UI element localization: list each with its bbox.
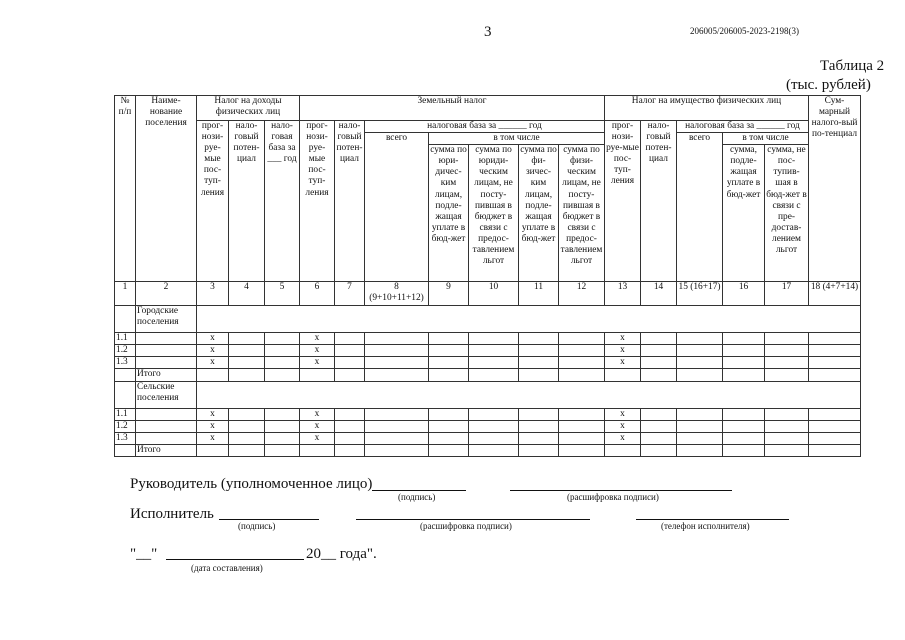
data-cell[interactable] [677, 357, 723, 369]
x-mark: х [197, 333, 229, 345]
data-cell[interactable] [229, 357, 265, 369]
head-decode-caption: (расшифровка подписи) [567, 492, 659, 502]
data-cell[interactable] [605, 444, 641, 456]
column-number-2: 2 [136, 282, 197, 306]
header-col-10: сумма по юриди-ческим лицам, не посту-пившая в бюджет в связи с предос-тавлением льгот [469, 145, 519, 282]
header-prop-potential: нало-говый потен-циал [641, 121, 677, 282]
header-land-base: налоговая база за ______ год [365, 121, 605, 133]
data-cell[interactable] [677, 444, 723, 456]
data-cell[interactable] [335, 432, 365, 444]
data-cell[interactable] [365, 432, 429, 444]
column-number-13: 13 [605, 282, 641, 306]
x-mark: х [300, 345, 335, 357]
data-cell[interactable] [469, 345, 519, 357]
executor-phone-caption: (телефон исполнителя) [661, 521, 750, 531]
column-number-14: 14 [641, 282, 677, 306]
column-number-row [115, 282, 861, 306]
data-cell[interactable] [559, 408, 605, 420]
data-cell[interactable] [229, 432, 265, 444]
group-label: Городские поселения [136, 306, 197, 333]
header-property: Налог на имущество физических лиц [605, 96, 809, 121]
data-cell[interactable] [677, 345, 723, 357]
x-mark: х [197, 357, 229, 369]
data-cell[interactable] [519, 369, 559, 381]
data-cell[interactable] [641, 420, 677, 432]
data-cell[interactable] [765, 432, 809, 444]
data-cell[interactable] [136, 432, 197, 444]
head-decode-line[interactable] [510, 490, 732, 491]
x-mark: х [605, 432, 641, 444]
data-cell[interactable] [809, 345, 861, 357]
column-number-15: 15 (16+17) [677, 282, 723, 306]
data-cell[interactable] [136, 357, 197, 369]
data-cell[interactable] [469, 420, 519, 432]
head-signature-line[interactable] [372, 490, 466, 491]
column-number-1: 1 [115, 282, 136, 306]
header-prop-incl: в том числе [723, 133, 809, 145]
data-cell[interactable] [723, 333, 765, 345]
header-col-9: сумма по юри-дичес-ким лицам, подле-жащая уплате в бюд-жет [429, 145, 469, 282]
data-cell[interactable] [335, 420, 365, 432]
data-cell[interactable] [365, 408, 429, 420]
data-cell[interactable] [723, 357, 765, 369]
data-cell[interactable] [677, 369, 723, 381]
column-number-10: 10 [469, 282, 519, 306]
data-cell[interactable] [335, 408, 365, 420]
executor-signature-caption: (подпись) [238, 521, 276, 531]
data-cell[interactable] [265, 432, 300, 444]
row-number: 1.2 [115, 345, 136, 357]
date-prefix: "__" [130, 546, 158, 562]
data-cell[interactable] [765, 357, 809, 369]
column-number-6: 6 [300, 282, 335, 306]
data-cell[interactable] [641, 345, 677, 357]
data-cell[interactable] [136, 345, 197, 357]
data-cell[interactable] [229, 408, 265, 420]
header-land-potential: нало-говый потен-циал [335, 121, 365, 282]
row-number: 1.2 [115, 420, 136, 432]
data-cell[interactable] [809, 432, 861, 444]
row-number: 1.3 [115, 357, 136, 369]
data-cell[interactable] [519, 333, 559, 345]
total-row [115, 444, 861, 456]
empty-cell[interactable] [115, 381, 136, 408]
data-cell[interactable] [335, 333, 365, 345]
data-cell[interactable] [519, 357, 559, 369]
column-number-12: 12 [559, 282, 605, 306]
column-number-8: 8 (9+10+11+12) [365, 282, 429, 306]
data-cell[interactable] [265, 444, 300, 456]
group-header-row [115, 306, 861, 333]
total-row [115, 369, 861, 381]
x-mark: х [300, 333, 335, 345]
x-mark: х [197, 345, 229, 357]
executor-decode-line[interactable] [356, 519, 590, 520]
x-mark: х [300, 408, 335, 420]
data-cell[interactable] [559, 444, 605, 456]
x-mark: х [197, 432, 229, 444]
header-ndfl-potential: нало-говый потен-циал [229, 121, 265, 282]
x-mark: х [300, 357, 335, 369]
data-cell[interactable] [229, 333, 265, 345]
x-mark: х [300, 432, 335, 444]
header-col-12: сумма по физи-ческим лицам, не посту-пившая в бюджет в связи с предос-тавлением льгот [559, 145, 605, 282]
data-cell[interactable] [519, 408, 559, 420]
data-cell[interactable] [229, 420, 265, 432]
data-cell[interactable] [519, 420, 559, 432]
data-cell[interactable] [300, 369, 335, 381]
data-cell[interactable] [300, 444, 335, 456]
data-cell[interactable] [765, 345, 809, 357]
data-cell[interactable] [519, 345, 559, 357]
head-label: Руководитель (уполномоченное лицо) [130, 476, 373, 492]
column-number-17: 17 [765, 282, 809, 306]
data-cell[interactable] [365, 444, 429, 456]
data-cell[interactable] [809, 444, 861, 456]
data-cell[interactable] [559, 333, 605, 345]
data-cell[interactable] [641, 369, 677, 381]
document-id: 206005/206005-2023-2198(3) [690, 26, 799, 36]
row-number: 1.3 [115, 432, 136, 444]
data-cell[interactable] [519, 444, 559, 456]
data-cell[interactable] [641, 432, 677, 444]
data-cell[interactable] [265, 345, 300, 357]
header-prop-total: всего [677, 133, 723, 282]
header-col-16: сумма, подле-жащая уплате в бюд-жет [723, 145, 765, 282]
header-ndfl-forecast: прог-нози-руе-мые пос-туп-ления [197, 121, 229, 282]
data-cell[interactable] [429, 420, 469, 432]
data-cell[interactable] [559, 432, 605, 444]
data-cell[interactable] [677, 432, 723, 444]
empty-cell[interactable] [115, 306, 136, 333]
data-cell[interactable] [229, 369, 265, 381]
date-suffix: 20__ года". [306, 546, 377, 562]
data-cell[interactable] [559, 420, 605, 432]
table-row [115, 345, 861, 357]
table-title: Таблица 2 [820, 58, 885, 74]
page-number: 3 [484, 24, 492, 40]
group-header-row [115, 381, 861, 408]
table-row [115, 432, 861, 444]
data-cell[interactable] [765, 444, 809, 456]
data-cell[interactable] [469, 333, 519, 345]
data-cell[interactable] [809, 357, 861, 369]
data-cell[interactable] [723, 369, 765, 381]
data-cell[interactable] [723, 432, 765, 444]
data-cell[interactable] [136, 408, 197, 420]
row-number: 1.1 [115, 408, 136, 420]
column-number-18: 18 (4+7+14) [809, 282, 861, 306]
total-label: Итого [136, 444, 197, 456]
data-cell[interactable] [365, 420, 429, 432]
header-ndfl: Налог на доходы физических лиц [197, 96, 300, 121]
data-cell[interactable] [136, 333, 197, 345]
data-cell[interactable] [641, 444, 677, 456]
data-cell[interactable] [559, 345, 605, 357]
data-cell[interactable] [429, 333, 469, 345]
header-land-forecast: прог-нози-руе-мые пос-туп-ления [300, 121, 335, 282]
data-cell[interactable] [429, 345, 469, 357]
data-cell[interactable] [677, 420, 723, 432]
data-cell[interactable] [723, 444, 765, 456]
data-cell[interactable] [469, 369, 519, 381]
data-cell[interactable] [641, 408, 677, 420]
data-cell[interactable] [429, 432, 469, 444]
data-cell[interactable] [559, 357, 605, 369]
header-col-11: сумма по фи-зичес-ким лицам, подле-жащая уплате в бюд-жет [519, 145, 559, 282]
data-cell[interactable] [335, 357, 365, 369]
executor-decode-caption: (расшифровка подписи) [420, 521, 512, 531]
table-row [115, 357, 861, 369]
header-land-total: всего [365, 133, 429, 282]
data-cell[interactable] [365, 357, 429, 369]
column-number-9: 9 [429, 282, 469, 306]
data-cell[interactable] [197, 444, 229, 456]
data-cell[interactable] [335, 345, 365, 357]
table-row [115, 333, 861, 345]
data-cell[interactable] [265, 333, 300, 345]
x-mark: х [197, 408, 229, 420]
column-number-16: 16 [723, 282, 765, 306]
data-cell[interactable] [265, 369, 300, 381]
data-cell[interactable] [605, 369, 641, 381]
data-cell[interactable] [519, 432, 559, 444]
data-cell[interactable] [115, 444, 136, 456]
header-name: Наиме-нование поселения [136, 96, 197, 282]
data-cell[interactable] [335, 369, 365, 381]
data-cell[interactable] [723, 408, 765, 420]
data-cell[interactable] [429, 357, 469, 369]
data-cell[interactable] [641, 357, 677, 369]
column-number-4: 4 [229, 282, 265, 306]
group-header-fill [197, 306, 861, 333]
table-unit: (тыс. рублей) [786, 77, 871, 93]
x-mark: х [605, 357, 641, 369]
data-cell[interactable] [765, 420, 809, 432]
data-cell[interactable] [641, 333, 677, 345]
data-cell[interactable] [723, 345, 765, 357]
table-row [115, 408, 861, 420]
data-cell[interactable] [765, 333, 809, 345]
x-mark: х [605, 345, 641, 357]
data-cell[interactable] [136, 420, 197, 432]
data-cell[interactable] [265, 408, 300, 420]
data-cell[interactable] [469, 432, 519, 444]
x-mark: х [605, 408, 641, 420]
data-cell[interactable] [365, 345, 429, 357]
data-cell[interactable] [265, 357, 300, 369]
date-caption: (дата составления) [191, 563, 263, 573]
group-label: Сельские поселения [136, 381, 197, 408]
data-cell[interactable] [429, 408, 469, 420]
data-cell[interactable] [115, 369, 136, 381]
data-cell[interactable] [229, 345, 265, 357]
head-signature-caption: (подпись) [398, 492, 436, 502]
data-cell[interactable] [469, 444, 519, 456]
column-number-11: 11 [519, 282, 559, 306]
header-prop-base: налоговая база за ______ год [677, 121, 809, 133]
total-label: Итого [136, 369, 197, 381]
data-cell[interactable] [559, 369, 605, 381]
table-row [115, 420, 861, 432]
data-cell[interactable] [265, 420, 300, 432]
data-cell[interactable] [765, 369, 809, 381]
data-cell[interactable] [229, 444, 265, 456]
data-cell[interactable] [809, 369, 861, 381]
header-land: Земельный налог [300, 96, 605, 121]
header-col-17: сумма, не пос-тупив-шая в бюд-жет в связи с пре-достав-лением льгот [765, 145, 809, 282]
column-number-3: 3 [197, 282, 229, 306]
column-number-7: 7 [335, 282, 365, 306]
header-total: Сум-марный налого-вый по-тенциал [809, 96, 861, 282]
executor-label: Исполнитель [130, 506, 214, 522]
date-line[interactable] [166, 559, 304, 560]
header-prop-forecast: прог-нози-руе-мые пос-туп-ления [605, 121, 641, 282]
header-land-incl: в том числе [429, 133, 605, 145]
executor-phone-line[interactable] [636, 519, 789, 520]
data-cell[interactable] [365, 333, 429, 345]
data-cell[interactable] [429, 444, 469, 456]
data-cell[interactable] [429, 369, 469, 381]
executor-signature-line[interactable] [219, 519, 319, 520]
data-cell[interactable] [809, 333, 861, 345]
data-cell[interactable] [197, 369, 229, 381]
row-number: 1.1 [115, 333, 136, 345]
column-number-5: 5 [265, 282, 300, 306]
group-header-fill [197, 381, 861, 408]
data-cell[interactable] [723, 420, 765, 432]
data-cell[interactable] [469, 408, 519, 420]
header-num: № п/п [115, 96, 136, 282]
x-mark: х [605, 420, 641, 432]
data-cell[interactable] [809, 408, 861, 420]
data-cell[interactable] [809, 420, 861, 432]
x-mark: х [605, 333, 641, 345]
header-ndfl-base: нало-говая база за ___ год [265, 121, 300, 282]
data-cell[interactable] [335, 444, 365, 456]
data-cell[interactable] [365, 369, 429, 381]
x-mark: х [300, 420, 335, 432]
data-cell[interactable] [677, 333, 723, 345]
data-cell[interactable] [677, 408, 723, 420]
x-mark: х [197, 420, 229, 432]
tax-potential-table [114, 95, 861, 457]
data-cell[interactable] [765, 408, 809, 420]
data-cell[interactable] [469, 357, 519, 369]
